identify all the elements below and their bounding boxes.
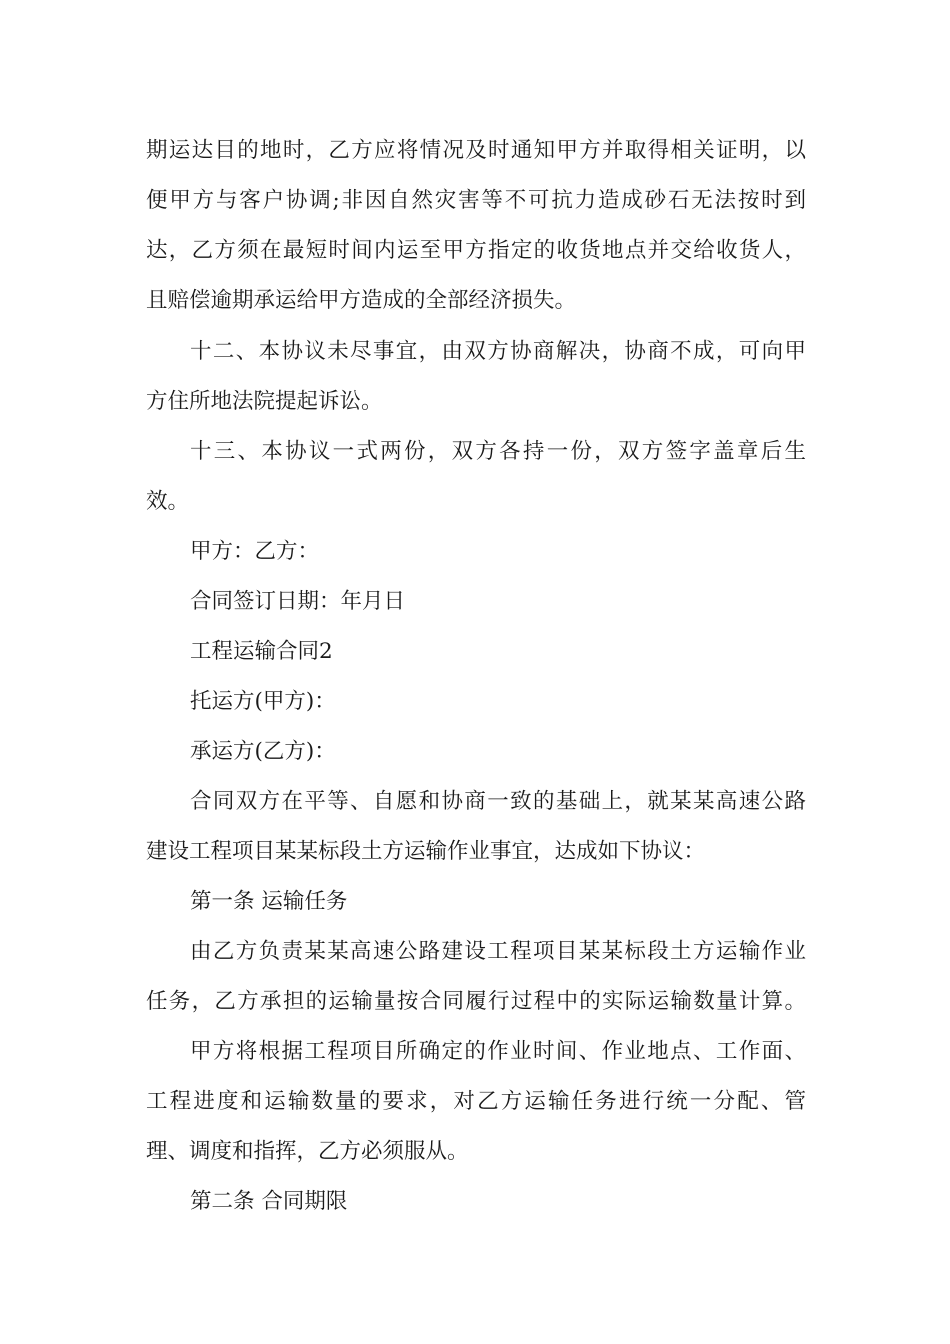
signature-parties: 甲方：乙方： — [190, 539, 320, 564]
article-one-line: 甲方将根据工程项目所确定的作业时间、作业地点、工作面、 — [190, 1039, 806, 1064]
article-one-line: 工程进度和运输数量的要求，对乙方运输任务进行统一分配、管 — [146, 1089, 806, 1114]
carrier-party: 承运方(乙方)： — [190, 739, 336, 764]
clause-thirteen-line: 效。 — [146, 489, 190, 514]
paragraph-line: 达，乙方须在最短时间内运至甲方指定的收货地点并交给收货人， — [146, 238, 806, 263]
article-two-heading: 第二条 合同期限 — [190, 1189, 348, 1214]
clause-twelve-line: 方住所地法院提起诉讼。 — [146, 389, 383, 414]
article-one-line: 任务，乙方承担的运输量按合同履行过程中的实际运输数量计算。 — [146, 989, 806, 1014]
contract-title: 工程运输合同2 — [190, 639, 333, 664]
preamble-line: 建设工程项目某某标段土方运输作业事宜，达成如下协议： — [146, 839, 706, 864]
signing-date: 合同签订日期：年月日 — [190, 589, 406, 614]
paragraph-line: 便甲方与客户协调;非因自然灾害等不可抗力造成砂石无法按时到 — [146, 188, 806, 213]
paragraph-line: 期运达目的地时，乙方应将情况及时通知甲方并取得相关证明，以 — [146, 138, 806, 163]
shipper-party: 托运方(甲方)： — [190, 689, 336, 714]
clause-twelve-line: 十二、本协议未尽事宜，由双方协商解决，协商不成，可向甲 — [190, 339, 806, 364]
clause-thirteen-line: 十三、本协议一式两份，双方各持一份，双方签字盖章后生 — [190, 439, 806, 464]
article-one-heading: 第一条 运输任务 — [190, 889, 348, 914]
paragraph-line: 且赔偿逾期承运给甲方造成的全部经济损失。 — [146, 288, 577, 313]
article-one-line: 理、调度和指挥，乙方必须服从。 — [146, 1139, 469, 1164]
article-one-line: 由乙方负责某某高速公路建设工程项目某某标段土方运输作业 — [190, 939, 806, 964]
preamble-line: 合同双方在平等、自愿和协商一致的基础上，就某某高速公路 — [190, 789, 806, 814]
